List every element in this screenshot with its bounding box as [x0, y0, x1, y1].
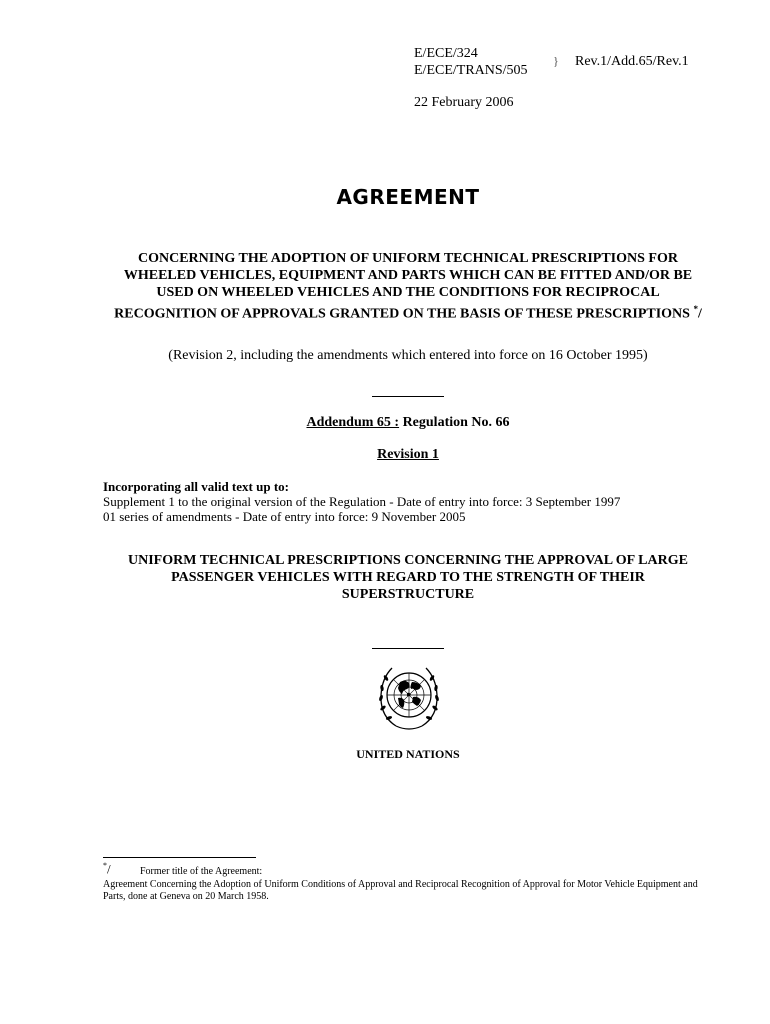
- revision-code: Rev.1/Add.65/Rev.1: [575, 54, 689, 69]
- divider-rule: [372, 648, 444, 649]
- regulation-number: Regulation No. 66: [399, 415, 510, 430]
- united-nations-emblem-icon: [376, 662, 442, 734]
- revision-note: (Revision 2, including the amendments which entered into force on 16 October 1995): [168, 348, 648, 363]
- symbol-brace: }: [553, 54, 559, 68]
- incorporating-block: [103, 479, 620, 524]
- document-symbol-2: E/ECE/TRANS/505: [414, 63, 528, 78]
- incorporating-line: Supplement 1 to the original version of the Regulation - Date of entry into force: 3 September 1997: [103, 494, 621, 509]
- regulation-title: UNIFORM TECHNICAL PRESCRIPTIONS CONCERNING THE APPROVAL OF LARGE PASSENGER VEHICLES WITH REGARD TO THE STRENGTH OF THEIR SUPERSTRUCTURE: [128, 553, 688, 602]
- organization-name: UNITED NATIONS: [356, 747, 460, 761]
- document-symbol-1: E/ECE/324: [414, 46, 478, 61]
- footnote-ref-mark: *: [693, 304, 698, 314]
- page-title: AGREEMENT: [336, 185, 480, 209]
- incorporating-line: 01 series of amendments - Date of entry into force: 9 November 2005: [103, 509, 466, 524]
- agreement-subtitle-text: CONCERNING THE ADOPTION OF UNIFORM TECHNICAL PRESCRIPTIONS FOR WHEELED VEHICLES, EQUIPMENT AND PARTS WHICH CAN BE FITTED AND/OR BE USED ON WHEELED VEHICLES AND THE CONDITIONS FOR RECIPROCAL RECOGNITION OF APPROVALS GRANTED ON THE BASIS OF THESE PRESCRIPTIONS: [114, 251, 693, 322]
- footnote-slash: /: [107, 861, 111, 877]
- divider-rule: [372, 396, 444, 397]
- revision-label: Revision 1: [377, 447, 439, 462]
- addendum-heading: [0, 415, 770, 431]
- footnote-asterisk: *: [103, 861, 107, 870]
- addendum-label: Addendum 65 :: [306, 415, 400, 430]
- footnote-label: Former title of the Agreement:: [140, 866, 263, 877]
- footnote-text: Agreement Concerning the Adoption of Uniform Conditions of Approval and Reciprocal Recognition of Approval for Motor Vehicle Equipment and Parts, done at Geneva on 20 March 1958.: [103, 879, 698, 902]
- document-date: 22 February 2006: [414, 95, 514, 110]
- footnote-ref-slash: /: [697, 306, 702, 322]
- footnote-mark: [103, 861, 111, 877]
- incorporating-heading: Incorporating all valid text up to:: [103, 479, 289, 494]
- agreement-subtitle: [110, 250, 706, 323]
- footnote-rule: [103, 857, 256, 858]
